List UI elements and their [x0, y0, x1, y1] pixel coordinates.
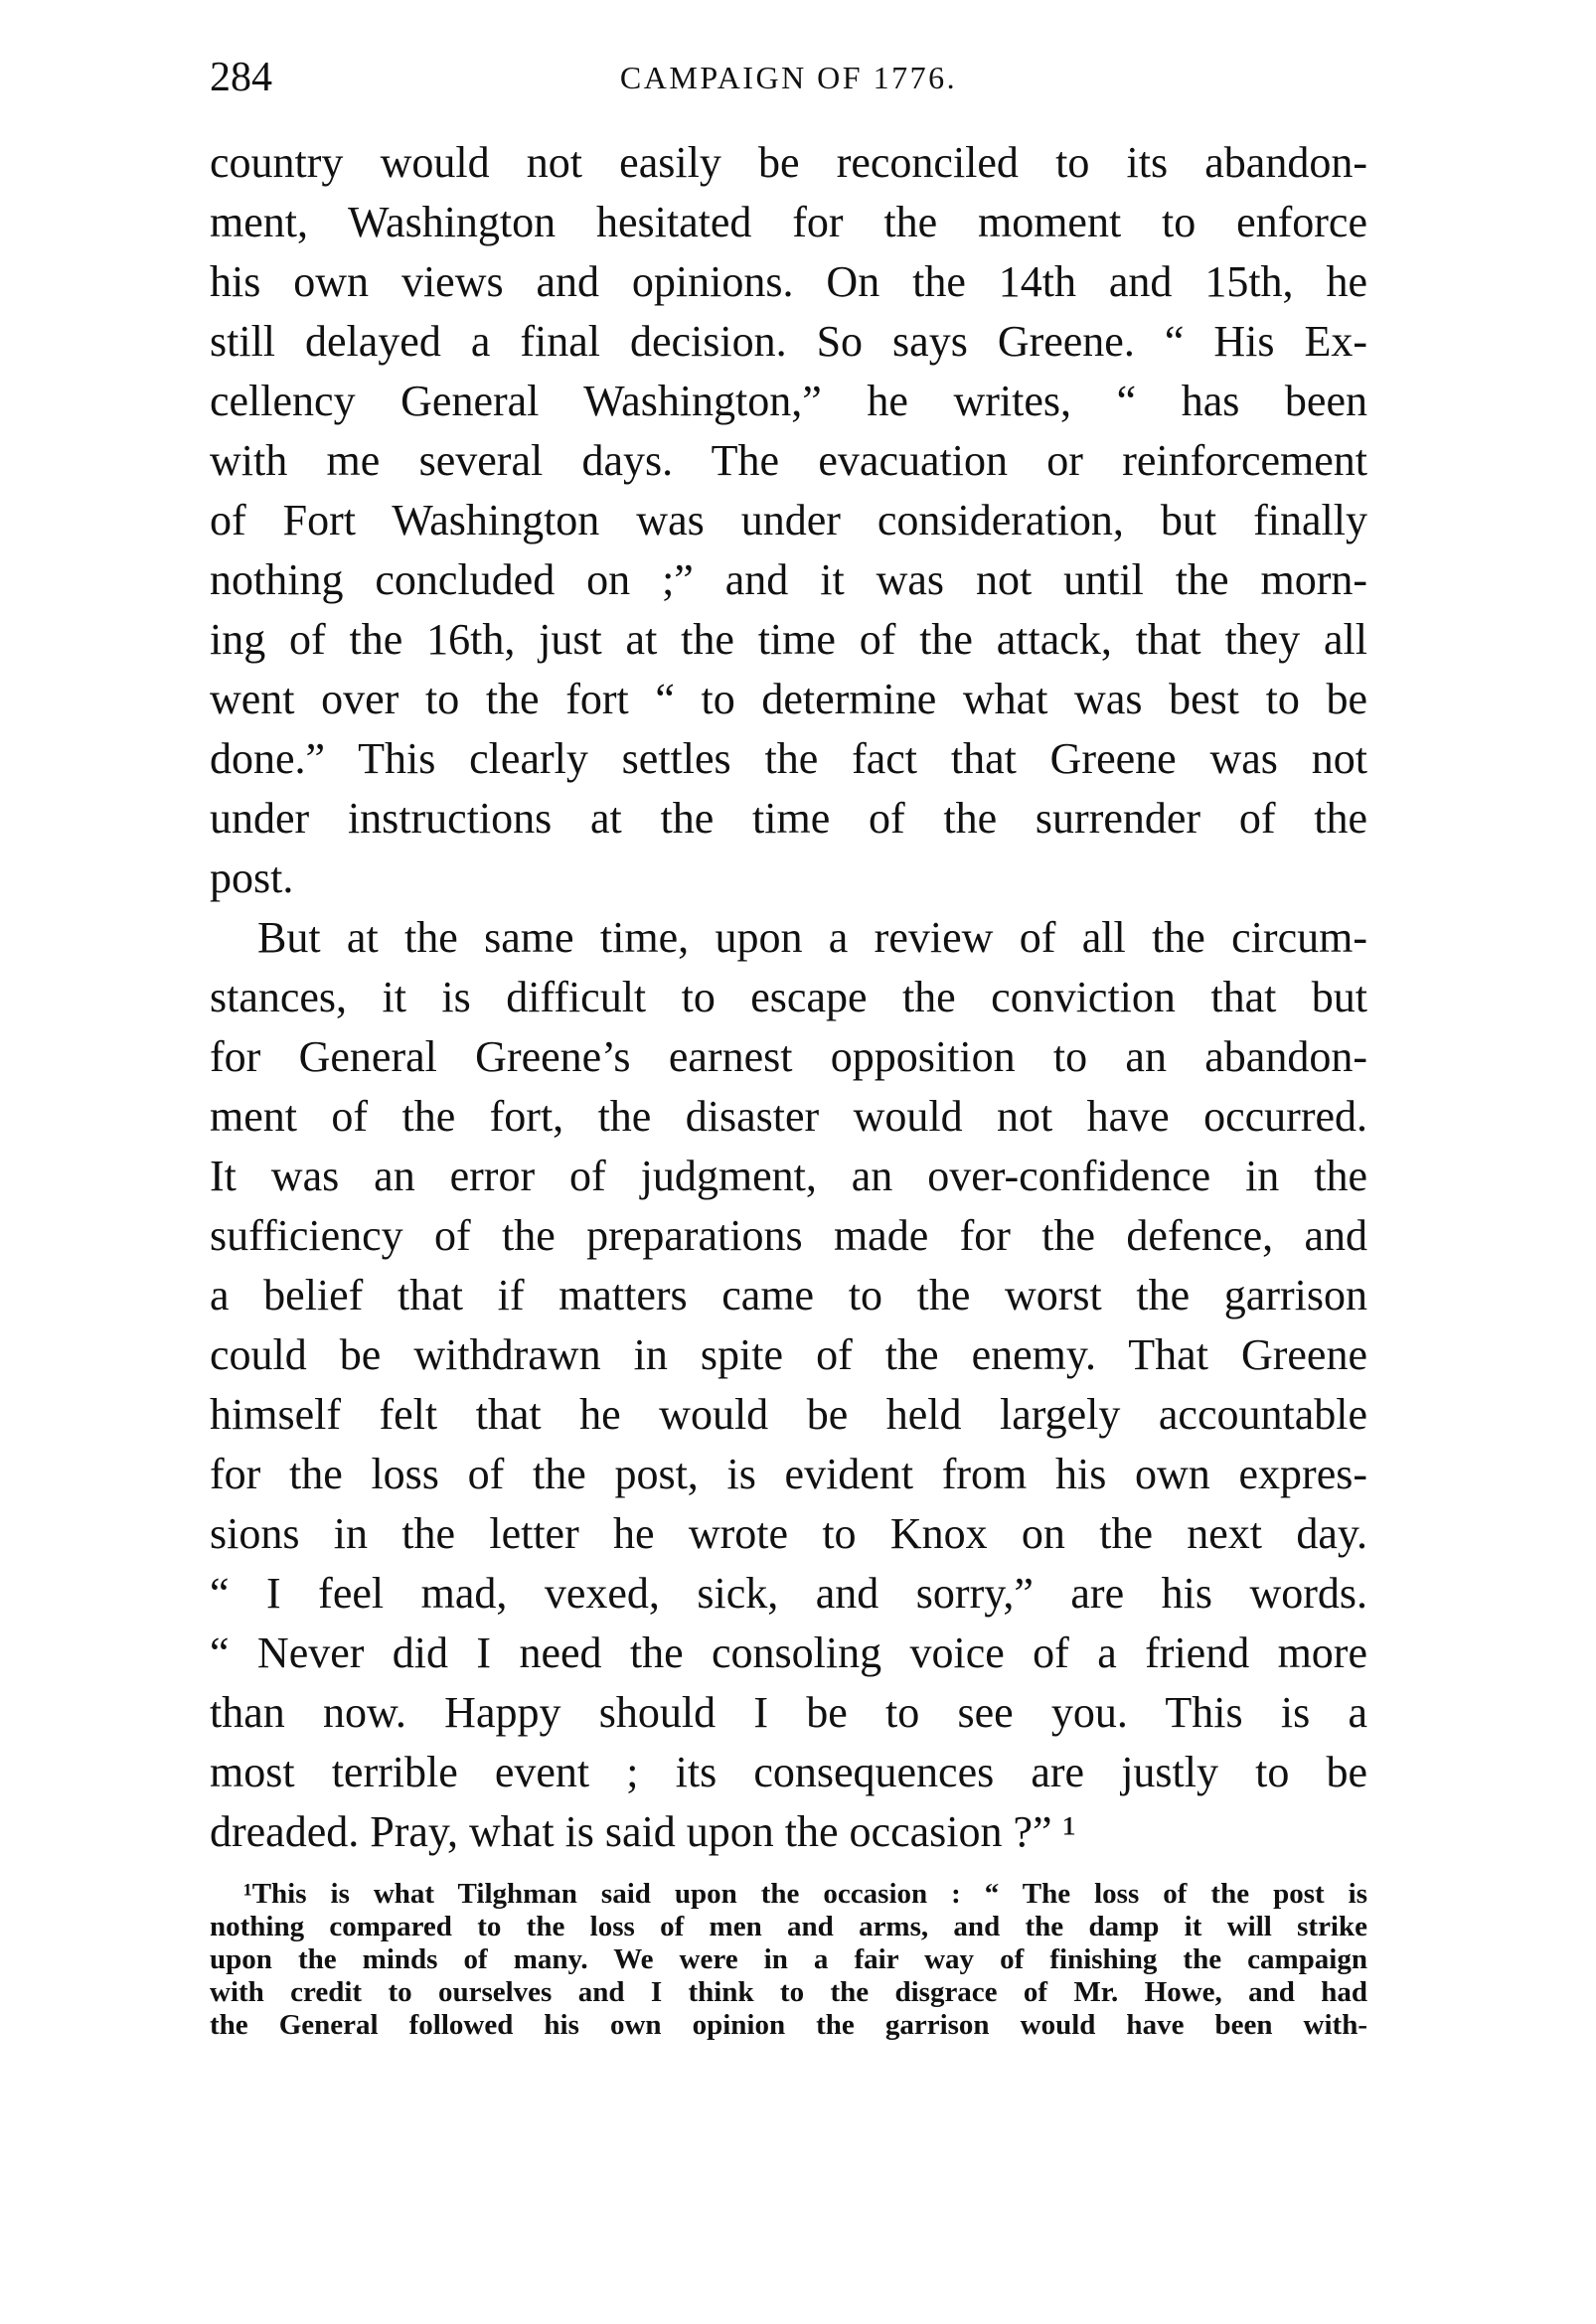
text-line: his own views and opinions. On the 14th and 15th, he — [210, 257, 1367, 306]
text-line: It was an error of judgment, an over-confidence in the — [210, 1152, 1367, 1200]
text-line: “ Never did I need the consoling voice of a friend more — [210, 1628, 1367, 1677]
text-line: done.” This clearly settles the fact that Greene was not — [210, 734, 1367, 783]
text-line: stances, it is difficult to escape the conviction that but — [210, 973, 1367, 1021]
text-line: post. — [210, 853, 294, 902]
text-line: for General Greene’s earnest opposition to an abandon- — [210, 1032, 1367, 1081]
text-line: went over to the fort “ to determine what was best to be — [210, 675, 1367, 723]
text-line: for the loss of the post, is evident from his own expres- — [210, 1450, 1367, 1498]
footnote-line: with credit to ourselves and I think to the disgrace of Mr. Howe, and had — [210, 1976, 1367, 2008]
text-line: But at the same time, upon a review of all the circum- — [257, 913, 1367, 962]
text-line: himself felt that he would be held largely accountable — [210, 1390, 1367, 1439]
footnote-line: ¹This is what Tilghman said upon the occasion : “ The loss of the post is — [243, 1878, 1367, 1910]
footnote-line: upon the minds of many. We were in a fair way of finishing the campaign — [210, 1943, 1367, 1975]
text-line: than now. Happy should I be to see you. This is a — [210, 1688, 1367, 1737]
text-line: nothing concluded on ;” and it was not until the morn- — [210, 555, 1367, 604]
footnotes — [210, 1878, 1367, 2042]
footnote-line: nothing compared to the loss of men and arms, and the damp it will strike — [210, 1911, 1367, 1942]
text-line: sions in the letter he wrote to Knox on the next day. — [210, 1509, 1367, 1558]
footnote-line: the General followed his own opinion the garrison would have been with- — [210, 2009, 1367, 2041]
text-line: of Fort Washington was under consideration, but finally — [210, 496, 1367, 544]
body-text — [210, 133, 1367, 1862]
text-line: cellency General Washington,” he writes, “ has been — [210, 377, 1367, 425]
text-line: ing of the 16th, just at the time of the attack, that they all — [210, 615, 1367, 664]
text-line: “ I feel mad, vexed, sick, and sorry,” are his words. — [210, 1569, 1367, 1618]
text-line: sufficiency of the preparations made for the defence, and — [210, 1211, 1367, 1260]
text-line: ment of the fort, the disaster would not have occurred. — [210, 1092, 1367, 1141]
text-line: ment, Washington hesitated for the moment to enforce — [210, 198, 1367, 246]
text-line: most terrible event ; its consequences are justly to be — [210, 1748, 1367, 1796]
text-line: still delayed a final decision. So says Greene. “ His Ex- — [210, 317, 1367, 366]
text-line: dreaded. Pray, what is said upon the occasion ?” ¹ — [210, 1807, 1076, 1856]
text-line: a belief that if matters came to the worst the garrison — [210, 1271, 1367, 1319]
text-line: under instructions at the time of the surrender of the — [210, 794, 1367, 843]
running-title: CAMPAIGN OF 1776. — [619, 60, 958, 95]
text-line: could be withdrawn in spite of the enemy. That Greene — [210, 1330, 1367, 1379]
text-line: country would not easily be reconciled to its abandon- — [210, 138, 1367, 187]
text-line: with me several days. The evacuation or reinforcement — [210, 436, 1367, 485]
running-head — [210, 48, 1367, 107]
page-number: 284 — [210, 55, 272, 100]
